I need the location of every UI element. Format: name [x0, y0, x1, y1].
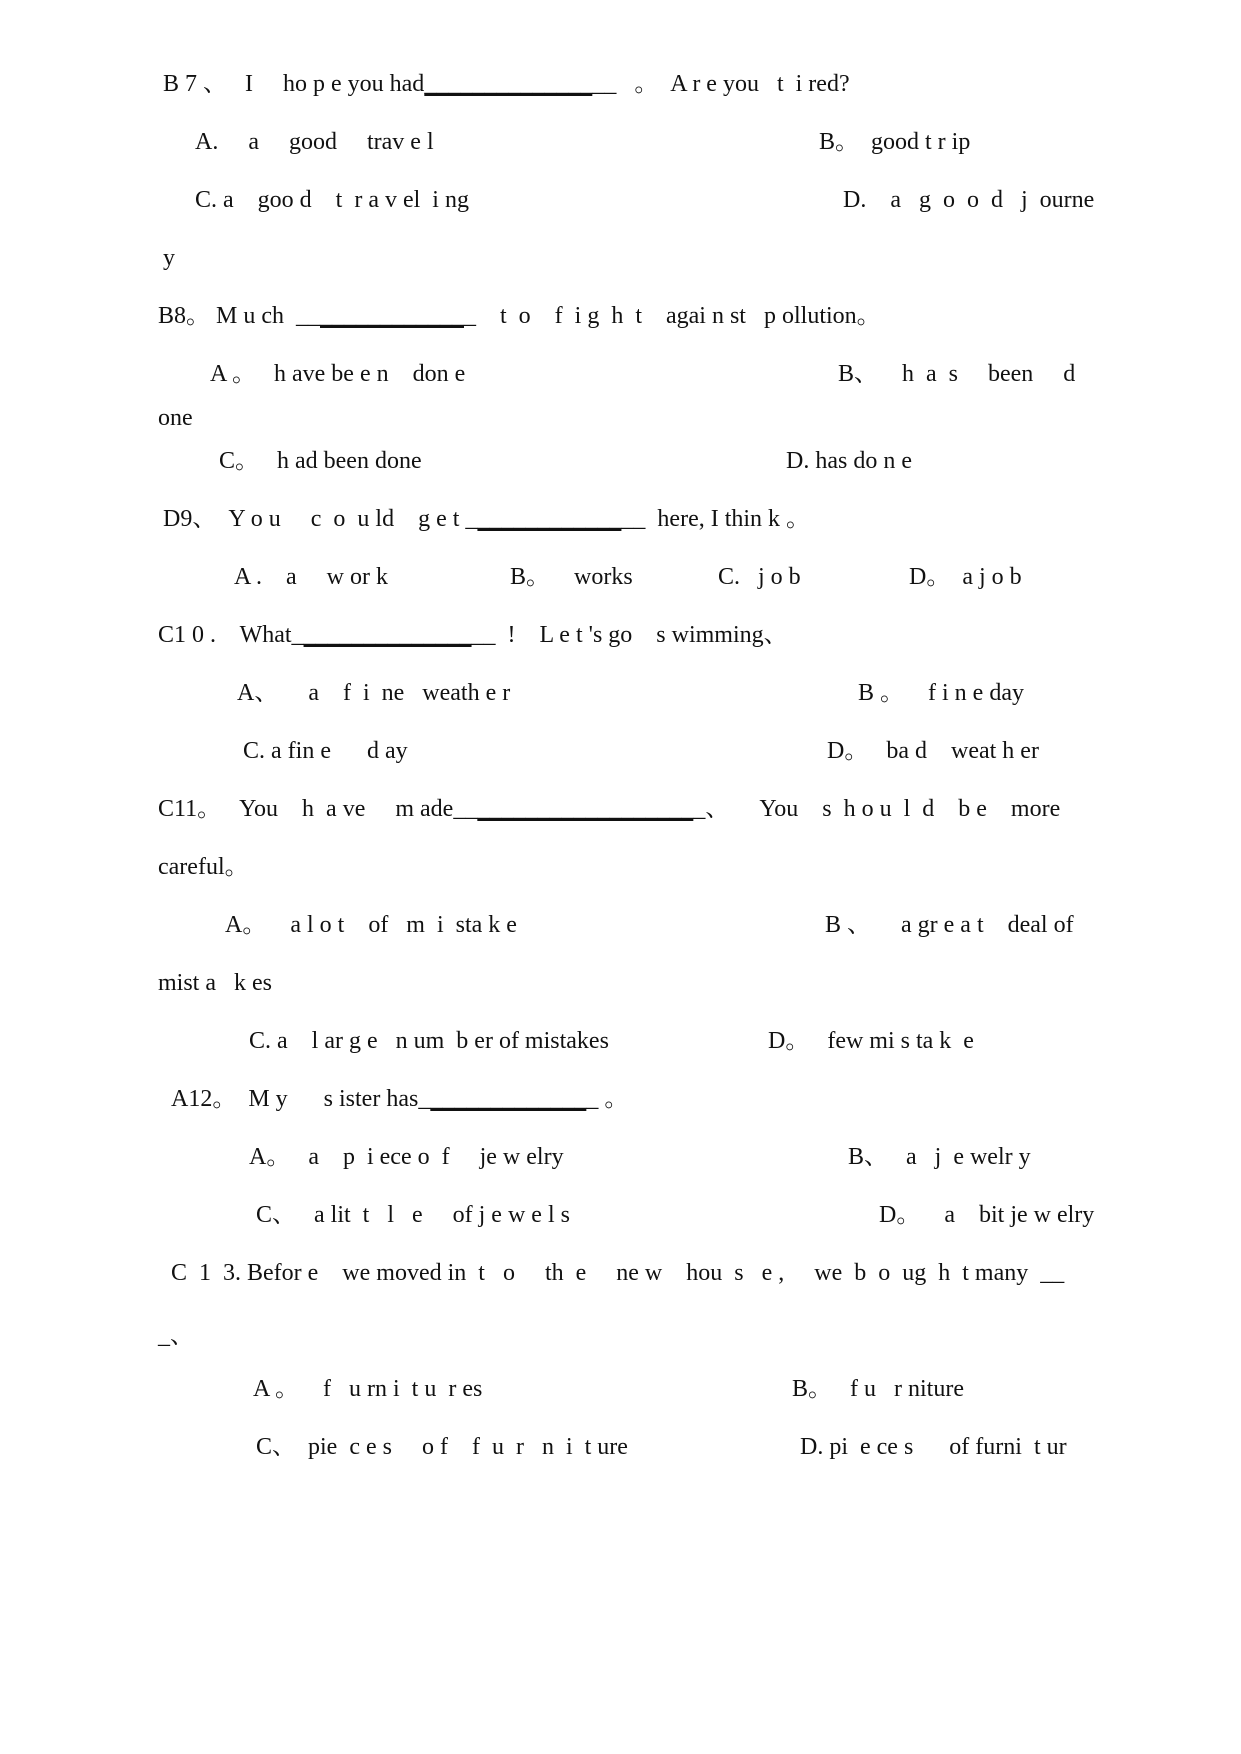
option-c: C. a goo d t r a v el i ng: [195, 187, 469, 213]
answer-blank: _____________: [430, 1086, 587, 1112]
answer-blank: ____________: [320, 303, 464, 329]
option-d: D。 few mi s ta k e: [768, 1028, 974, 1054]
option-c: C、 pie c e s o f f u r n i t ure: [256, 1434, 628, 1460]
option-d: D. pi e ce s of furni t ur: [800, 1434, 1067, 1460]
option-c: C. a l ar g e n um b er of mistakes: [249, 1028, 609, 1054]
option-d: D。 a bit je w elry: [879, 1202, 1095, 1228]
question-13-stem: C 1 3. Befor e we moved in t o th e ne w hou s e , we b o ug h t many __: [171, 1260, 1065, 1286]
option-c: C. j o b: [718, 564, 801, 590]
option-c: C、 a lit t l e of j e w e l s: [256, 1202, 570, 1228]
question-7-stem: B 7 、 I ho p e you had________________ 。 A r e you t i red?: [163, 71, 850, 97]
question-12-stem: A12。 M y s ister has_______________ 。: [171, 1086, 629, 1112]
option-b-wrap: one: [158, 405, 193, 431]
option-a: A。 a l o t of m i sta k e: [225, 912, 517, 938]
option-a: A。 a p i ece o f je w elry: [249, 1144, 564, 1170]
option-b: B。 good t r ip: [819, 129, 971, 155]
question-13-stem-wrap: _、: [158, 1323, 194, 1349]
option-a: A 。 h ave be e n don e: [210, 361, 466, 387]
option-d: D。 a j o b: [909, 564, 1022, 590]
option-d: D. has do n e: [786, 448, 912, 474]
question-9-stem: D9、 Y o u c o u ld g e t _______________ here, I thin k 。: [163, 506, 811, 532]
option-c: C。 h ad been done: [219, 448, 422, 474]
answer-blank: __________________: [477, 796, 694, 822]
question-10-stem: C1 0 . What_________________ ! L e t 's go s wimming、: [158, 622, 788, 648]
option-b: B。 works: [510, 564, 633, 590]
question-11-stem-wrap: careful。: [158, 854, 249, 880]
option-a: A 。 f u rn i t u r es: [253, 1376, 483, 1402]
option-b-wrap: mist a k es: [158, 970, 272, 996]
option-b: B、 h a s been d: [838, 361, 1076, 387]
option-d: D。 ba d weat h er: [827, 738, 1039, 764]
option-a: A. a good trav e l: [195, 129, 434, 155]
option-d: D. a g o o d j ourne: [843, 187, 1095, 213]
answer-blank: ______________: [303, 622, 472, 648]
option-a: A . a w or k: [234, 564, 388, 590]
option-b: B 。 f i n e day: [858, 680, 1024, 706]
option-b: B。 f u r niture: [792, 1376, 964, 1402]
question-8-stem: B8。 M u ch _______________ t o f i g h t agai n st p ollution。: [158, 303, 881, 329]
option-a: A、 a f i ne weath e r: [237, 680, 511, 706]
option-b: B 、 a gr e a t deal of: [825, 912, 1074, 938]
option-d-wrap: y: [163, 245, 175, 271]
option-b: B、 a j e welr y: [848, 1144, 1031, 1170]
question-11-stem: C11。 You h a ve m ade_____________________、 You s h o u l d b e more: [158, 796, 1061, 822]
option-c: C. a fin e d ay: [243, 738, 408, 764]
answer-blank: ____________: [477, 506, 622, 532]
answer-blank: ______________: [424, 71, 593, 97]
